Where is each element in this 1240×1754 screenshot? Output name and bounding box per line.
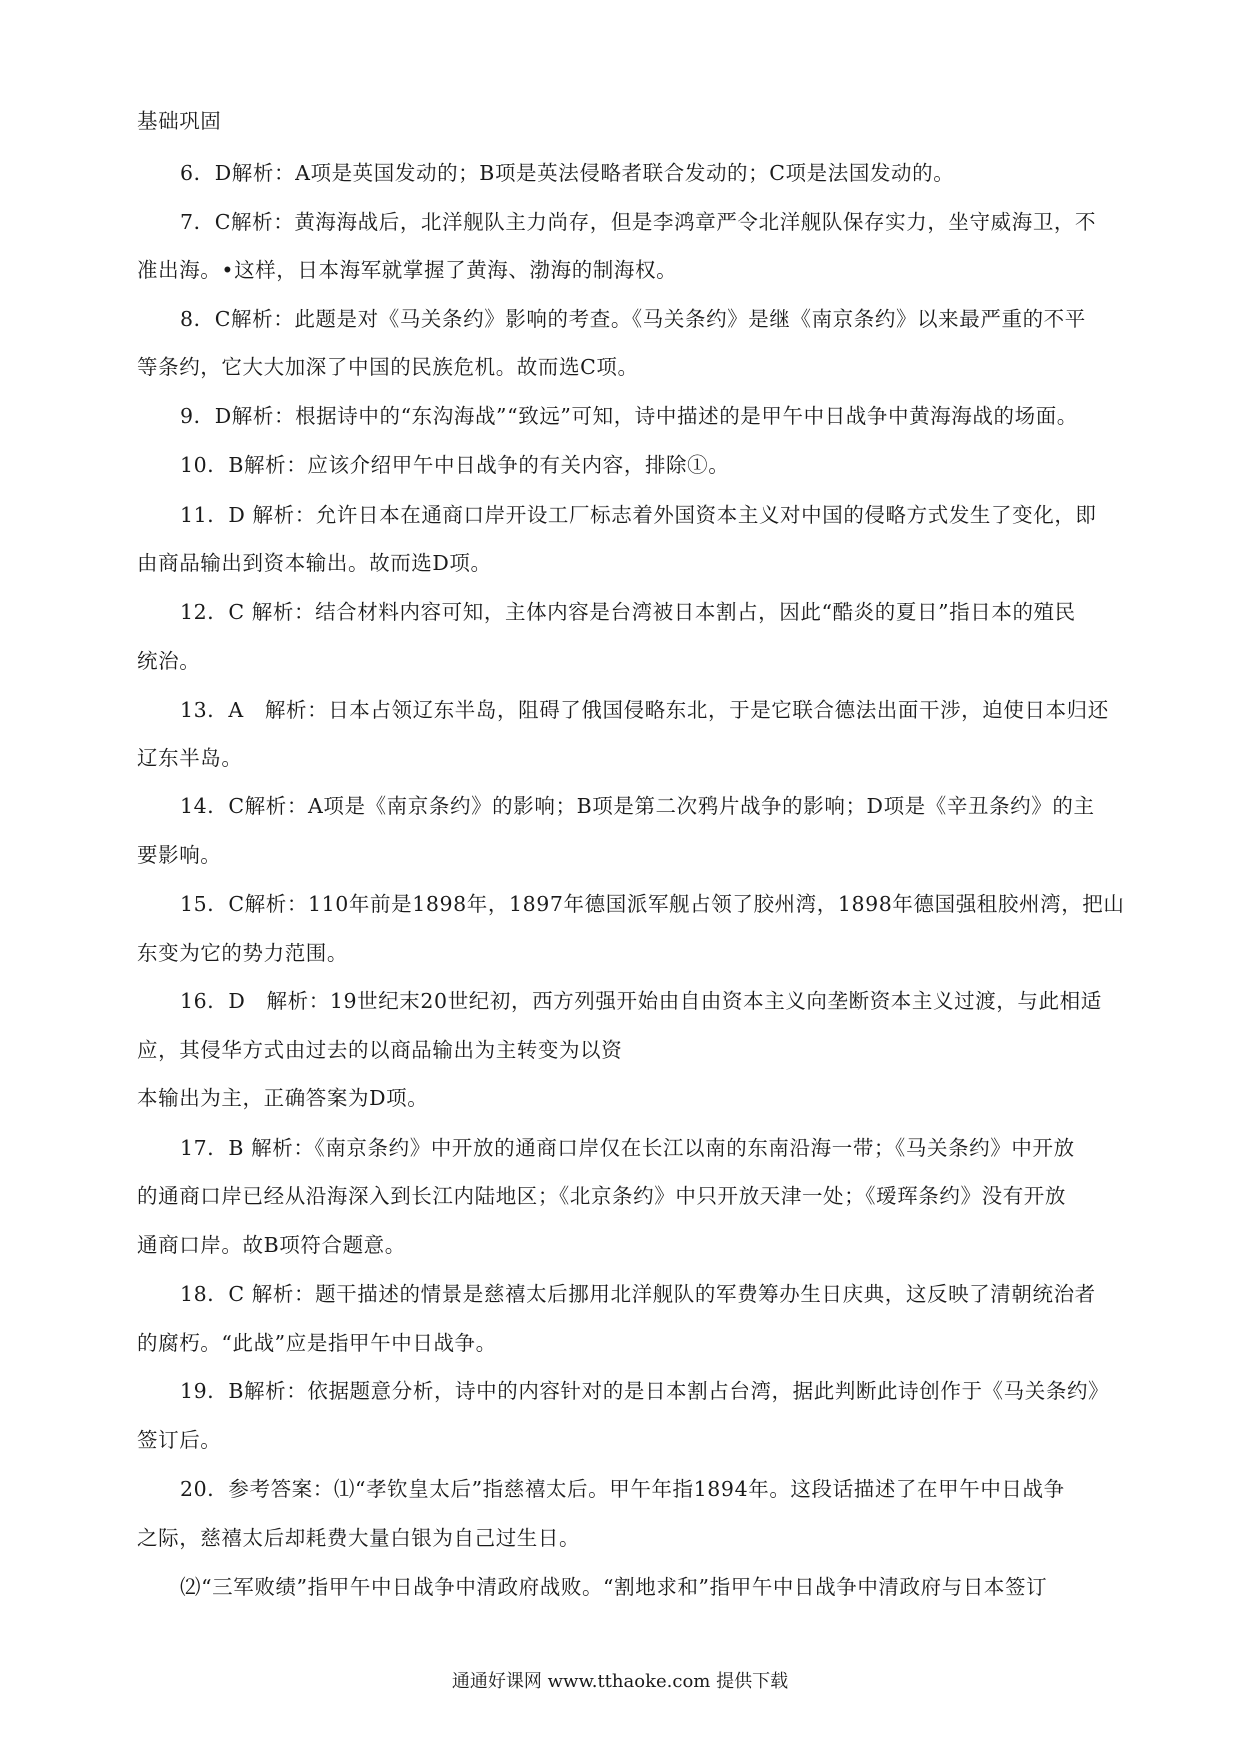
answer-20-line-1: 20．参考答案：⑴“孝钦皇太后”指慈禧太后。甲午年指1894年。这段话描述了在甲午中日战争 [180, 1477, 1065, 1501]
answer-16-line-3: 本输出为主，正确答案为D项。 [137, 1086, 429, 1110]
section-title: 基础巩固 [137, 109, 222, 133]
answer-7-line-1: 7．C解析：黄海海战后，北洋舰队主力尚存，但是李鸿章严令北洋舰队保存实力，坐守威海卫，不 [180, 210, 1097, 234]
answer-18-line-2: 的腐朽。“此战”应是指甲午中日战争。 [137, 1331, 497, 1355]
answer-11-line-2: 由商品输出到资本输出。故而选D项。 [137, 551, 492, 575]
answer-19-line-2: 签订后。 [137, 1428, 222, 1452]
answer-9-line-1: 9．D解析：根据诗中的“东沟海战”“致远”可知，诗中描述的是甲午中日战争中黄海海战的场面。 [180, 404, 1078, 428]
answer-12-line-2: 统治。 [137, 649, 201, 673]
answer-16-line-2: 应，其侵华方式由过去的以商品输出为主转变为以资 [137, 1038, 623, 1062]
answer-14-line-2: 要影响。 [137, 843, 222, 867]
answer-6-line-1: 6．D解析：A项是英国发动的；B项是英法侵略者联合发动的；C项是法国发动的。 [180, 161, 955, 185]
answer-13-line-2: 辽东半岛。 [137, 746, 243, 770]
answer-20-line-2: 之际，慈禧太后却耗费大量白银为自己过生日。 [137, 1526, 581, 1550]
answer-16-line-1: 16．D 解析：19世纪末20世纪初，西方列强开始由自由资本主义向垄断资本主义过渡，与此相适 [180, 989, 1102, 1013]
answer-14-line-1: 14．C解析：A项是《南京条约》的影响；B项是第二次鸦片战争的影响；D项是《辛丑条约》的主 [180, 794, 1095, 818]
answer-17-line-1: 17．B 解析：《南京条约》中开放的通商口岸仅在长江以南的东南沿海一带；《马关条约》中开放 [180, 1136, 1075, 1160]
footer-credit: 通通好课网 www.tthaoke.com 提供下载 [451, 1671, 789, 1692]
answer-17-line-3: 通商口岸。故B项符合题意。 [137, 1233, 406, 1257]
answer-17-line-2: 的通商口岸已经从沿海深入到长江内陆地区；《北京条约》中只开放天津一处；《瑷珲条约》没有开放 [137, 1184, 1066, 1208]
answer-15-line-2: 东变为它的势力范围。 [137, 941, 348, 965]
answer-8-line-1: 8．C解析：此题是对《马关条约》影响的考查。《马关条约》是继《南京条约》以来最严重的不平 [180, 307, 1086, 331]
answer-15-line-1: 15．C解析：110年前是1898年，1897年德国派军舰占领了胶州湾，1898年德国强租胶州湾，把山 [180, 892, 1125, 916]
answer-10-line-1: 10．B解析：应该介绍甲午中日战争的有关内容，排除①。 [180, 453, 730, 477]
answer-7-line-2: 准出海。•这样，日本海军就掌握了黄海、渤海的制海权。 [137, 258, 678, 282]
answer-11-line-1: 11．D 解析：允许日本在通商口岸开设工厂标志着外国资本主义对中国的侵略方式发生了变化，即 [180, 503, 1097, 527]
answer-18-line-1: 18．C 解析：题干描述的情景是慈禧太后挪用北洋舰队的军费筹办生日庆典，这反映了清朝统治者 [180, 1282, 1096, 1306]
answer-20-part-2-line-1: ⑵“三军败绩”指甲午中日战争中清政府战败。“割地求和”指甲午中日战争中清政府与日本签订 [180, 1575, 1048, 1599]
answer-12-line-1: 12．C 解析：结合材料内容可知，主体内容是台湾被日本割占，因此“酷炎的夏日”指日本的殖民 [180, 600, 1076, 624]
answer-8-line-2: 等条约，它大大加深了中国的民族危机。故而选C项。 [137, 355, 639, 379]
answer-19-line-1: 19．B解析：依据题意分析，诗中的内容针对的是日本割占台湾，据此判断此诗创作于《马关条约》 [180, 1379, 1110, 1403]
answer-13-line-1: 13．A 解析：日本占领辽东半岛，阻碍了俄国侵略东北，于是它联合德法出面干涉，迫使日本归还 [180, 698, 1109, 722]
